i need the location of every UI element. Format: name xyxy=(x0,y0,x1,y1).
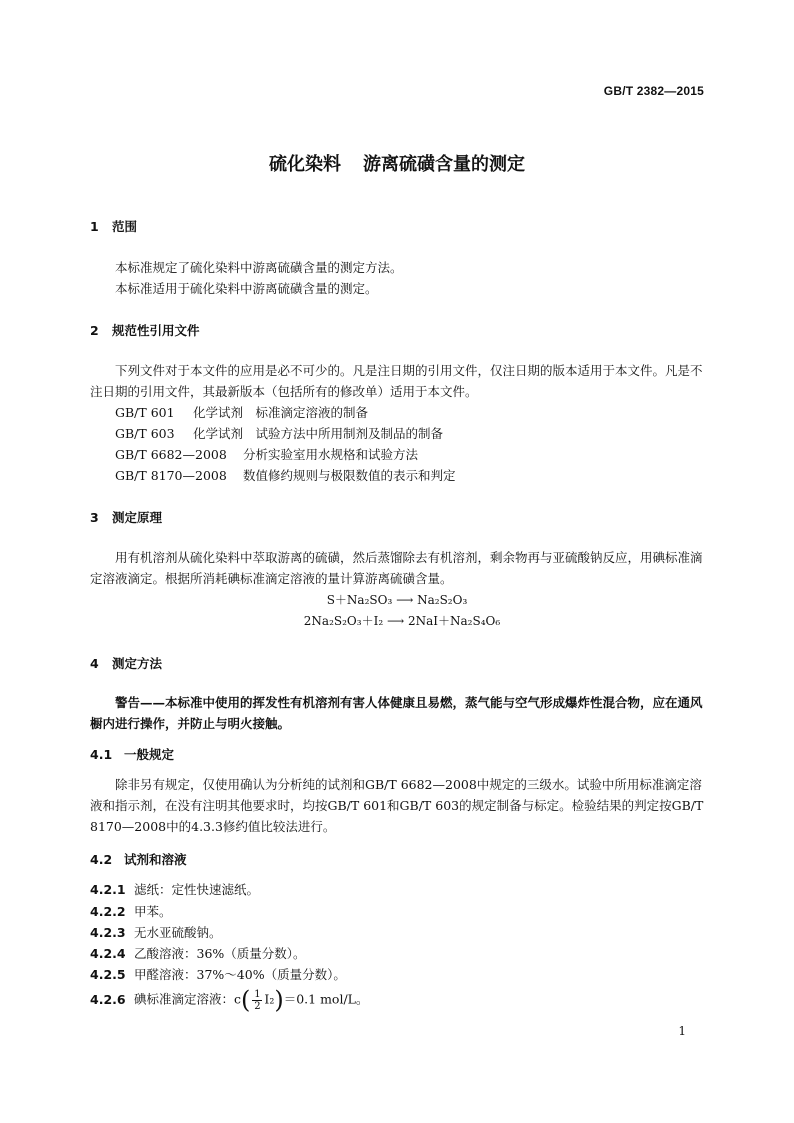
item-text: 甲苯。 xyxy=(134,904,172,919)
reagent-item xyxy=(90,923,222,941)
section-number: 4 xyxy=(90,656,99,671)
reference-title: 数值修约规则与极限数值的表示和判定 xyxy=(243,468,456,483)
section-4-1-paragraph: 除非另有规定，仅使用确认为分析纯的试剂和GB/T 6682—2008中规定的三级水。试验中所用标准滴定溶液和指示剂，在没有注明其他要求时，均按GB/T 601和GB/T 603的规定制备与标定。检验结果的判定按GB/T 8170—2008中的4.3.3修约值比较法进行。 xyxy=(90,777,704,834)
item-number: 4.2.6 xyxy=(90,991,126,1007)
section-number: 4.2 xyxy=(90,852,113,867)
page-number: 1 xyxy=(678,1024,686,1038)
section-title: 试剂和溶液 xyxy=(124,852,187,867)
item-text: 甲醛溶液：37%～40%（质量分数）。 xyxy=(134,967,346,982)
item-text: 滤纸：定性快速滤纸。 xyxy=(134,882,260,897)
reagent-item xyxy=(90,902,172,920)
equation-lhs: S＋Na₂SO₃ xyxy=(326,593,393,607)
title-part-1: 硫化染料 xyxy=(269,154,341,175)
section-1-paragraph-2: 本标准适用于硫化染料中游离硫磺含量的测定。 xyxy=(115,281,378,296)
reference-item xyxy=(90,465,704,486)
document-title xyxy=(0,150,794,176)
section-title: 规范性引用文件 xyxy=(112,323,200,338)
reference-code: GB/T 6682—2008 xyxy=(115,447,227,462)
equation-1 xyxy=(0,591,794,608)
equation-lhs: 2Na₂S₂O₃＋I₂ xyxy=(303,614,384,628)
standard-code: GB/T 2382—2015 xyxy=(603,84,704,98)
section-2-intro: 下列文件对于本文件的应用是必不可少的。凡是注日期的引用文件，仅注日期的版本适用于本文件。凡是不注日期的引用文件，其最新版本（包括所有的修改单）适用于本文件。 xyxy=(90,363,703,399)
reaction-arrow: ⟶ xyxy=(386,614,405,628)
warning-paragraph: 警告——本标准中使用的挥发性有机溶剂有害人体健康且易燃，蒸气能与空气形成爆炸性混合物，应在通风橱内进行操作，并防止与明火接触。 xyxy=(90,695,703,731)
section-title: 测定方法 xyxy=(112,656,163,671)
equation-rhs: 2NaI＋Na₂S₄O₆ xyxy=(408,614,501,628)
reaction-arrow: ⟶ xyxy=(396,593,414,607)
fraction-denominator: 2 xyxy=(254,1000,261,1012)
section-4-1-heading xyxy=(90,745,174,763)
item-text-tail: ＝0.1 mol/L。 xyxy=(283,991,369,1007)
reference-item xyxy=(90,423,704,444)
reference-code: GB/T 8170—2008 xyxy=(115,468,227,483)
reagent-item xyxy=(90,965,346,983)
right-paren: ) xyxy=(274,986,284,1014)
reference-title: 分析实验室用水规格和试验方法 xyxy=(243,447,419,462)
section-2-heading xyxy=(90,321,200,339)
reference-code: GB/T 603 xyxy=(115,426,175,441)
title-part-2: 游离硫磺含量的测定 xyxy=(363,154,525,175)
reagent-item xyxy=(90,880,259,898)
fraction-numerator: 1 xyxy=(254,988,261,1000)
section-4-2-heading xyxy=(90,850,187,868)
item-number: 4.2.3 xyxy=(90,925,126,940)
item-number: 4.2.5 xyxy=(90,967,126,982)
item-number: 4.2.2 xyxy=(90,904,126,919)
section-number: 3 xyxy=(90,510,99,525)
section-title: 测定原理 xyxy=(112,510,163,525)
reference-item xyxy=(90,444,704,465)
left-paren: ( xyxy=(241,986,251,1014)
section-title: 一般规定 xyxy=(124,747,175,762)
fraction xyxy=(252,989,262,1012)
equation-rhs: Na₂S₂O₃ xyxy=(417,593,468,607)
reagent-item xyxy=(90,986,368,1014)
equation-2 xyxy=(0,612,794,629)
section-number: 1 xyxy=(90,219,99,234)
section-number: 4.1 xyxy=(90,747,113,762)
reference-item xyxy=(90,402,704,423)
section-number: 2 xyxy=(90,323,99,338)
section-3-heading xyxy=(90,508,162,526)
item-number: 4.2.4 xyxy=(90,946,126,961)
item-text: 碘标准滴定溶液：c xyxy=(134,991,242,1007)
section-1-paragraph-1: 本标准规定了硫化染料中游离硫磺含量的测定方法。 xyxy=(115,260,403,275)
reference-code: GB/T 601 xyxy=(115,405,175,420)
item-text: 乙酸溶液：36%（质量分数）。 xyxy=(134,946,306,961)
reference-list xyxy=(90,402,704,486)
reference-title: 化学试剂 试验方法中所用制剂及制品的制备 xyxy=(193,426,444,441)
chemical-species: I₂ xyxy=(264,991,275,1007)
section-1-heading xyxy=(90,217,137,235)
item-text: 无水亚硫酸钠。 xyxy=(134,925,222,940)
section-3-paragraph: 用有机溶剂从硫化染料中萃取游离的硫磺，然后蒸馏除去有机溶剂，剩余物再与亚硫酸钠反应，用碘标准滴定溶液滴定。根据所消耗碘标准滴定溶液的量计算游离硫磺含量。 xyxy=(90,550,703,586)
section-title: 范围 xyxy=(112,219,138,234)
reference-title: 化学试剂 标准滴定溶液的制备 xyxy=(193,405,369,420)
reagent-item xyxy=(90,944,306,962)
item-number: 4.2.1 xyxy=(90,882,126,897)
section-4-heading xyxy=(90,654,162,672)
